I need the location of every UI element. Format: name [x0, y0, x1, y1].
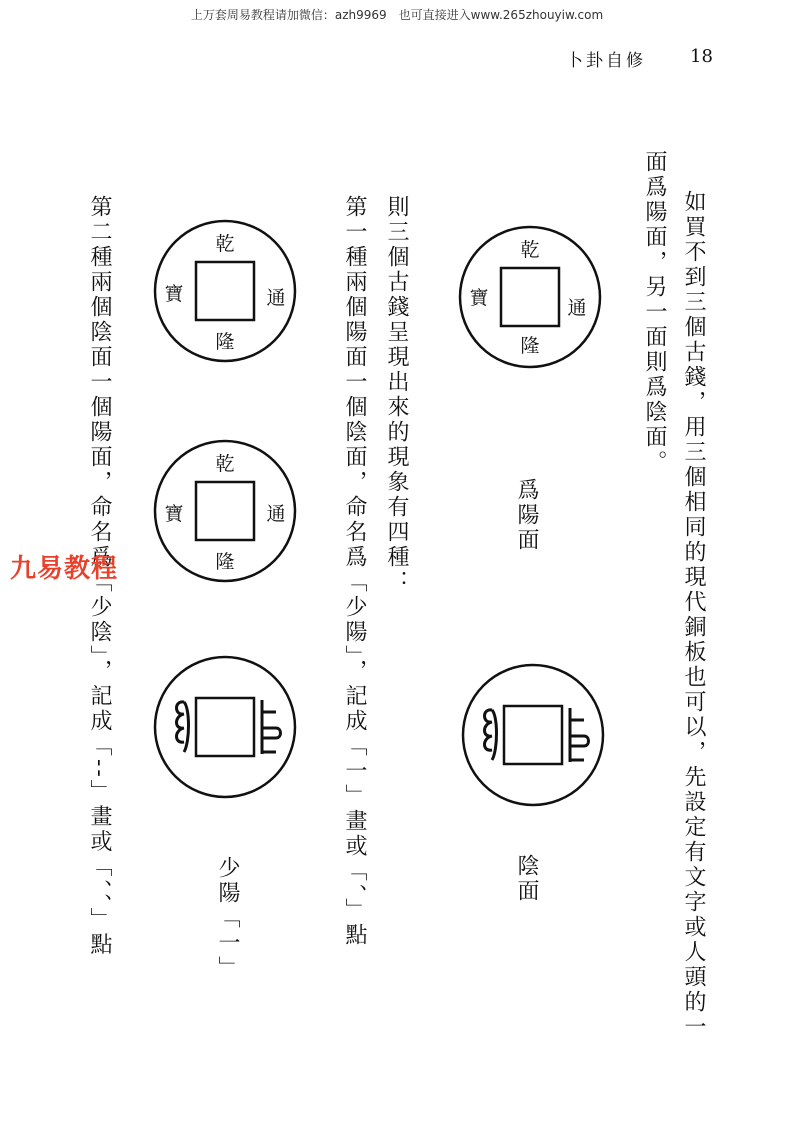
yin-face-coin — [458, 660, 608, 810]
coin-char-bottom: 隆 — [520, 335, 540, 357]
coin-char-right: 通 — [266, 287, 286, 309]
page-number: 18 — [690, 46, 713, 67]
top-banner: 上万套周易教程请加微信：azh9969 也可直接进入www.265zhouyiw.com — [190, 8, 604, 22]
coin-char-left: 寶 — [469, 287, 489, 309]
yin-face-label: 陰面 — [514, 854, 539, 904]
watermark-logo: 九易教程 — [10, 554, 119, 584]
kind-1-caption: 少陽「一」 — [215, 856, 240, 981]
coin-char-left: 寶 — [164, 503, 184, 525]
intro-line-1: 如買不到三個古錢，用三個相同的現代銅板也可以，先設定有文字或人頭的一 — [681, 190, 706, 1040]
yang-face-label: 爲陽面 — [514, 478, 539, 553]
header-title: 卜卦自修 — [566, 51, 646, 71]
kind-1-coin-yin — [150, 652, 300, 802]
intro-line-2: 面爲陽面，另一面則爲陰面。 — [642, 150, 667, 475]
kind-1-text: 第一種兩個陽面一個陰面，命名爲「少陽」，記成「一」畫或「、」點 — [342, 195, 367, 948]
coin-char-top: 乾 — [215, 233, 235, 255]
coin-char-top: 乾 — [520, 239, 540, 261]
coin-char-right: 通 — [567, 297, 587, 319]
coin-char-left: 寶 — [164, 283, 184, 305]
kind-2-text: 第二種兩個陰面一個陽面，命名爲「少陰」，記成「--」畫或「、、」點 — [87, 195, 112, 958]
coin-char-right: 通 — [266, 503, 286, 525]
coin-char-bottom: 隆 — [215, 551, 235, 573]
coin-char-top: 乾 — [215, 453, 235, 475]
yang-face-coin — [455, 222, 605, 372]
coin-char-bottom: 隆 — [215, 331, 235, 353]
kind-1-coin-yang-1 — [150, 216, 300, 366]
section-intro: 則三個古錢呈現出來的現象有四種： — [384, 195, 409, 595]
kind-1-coin-yang-2 — [150, 436, 300, 586]
